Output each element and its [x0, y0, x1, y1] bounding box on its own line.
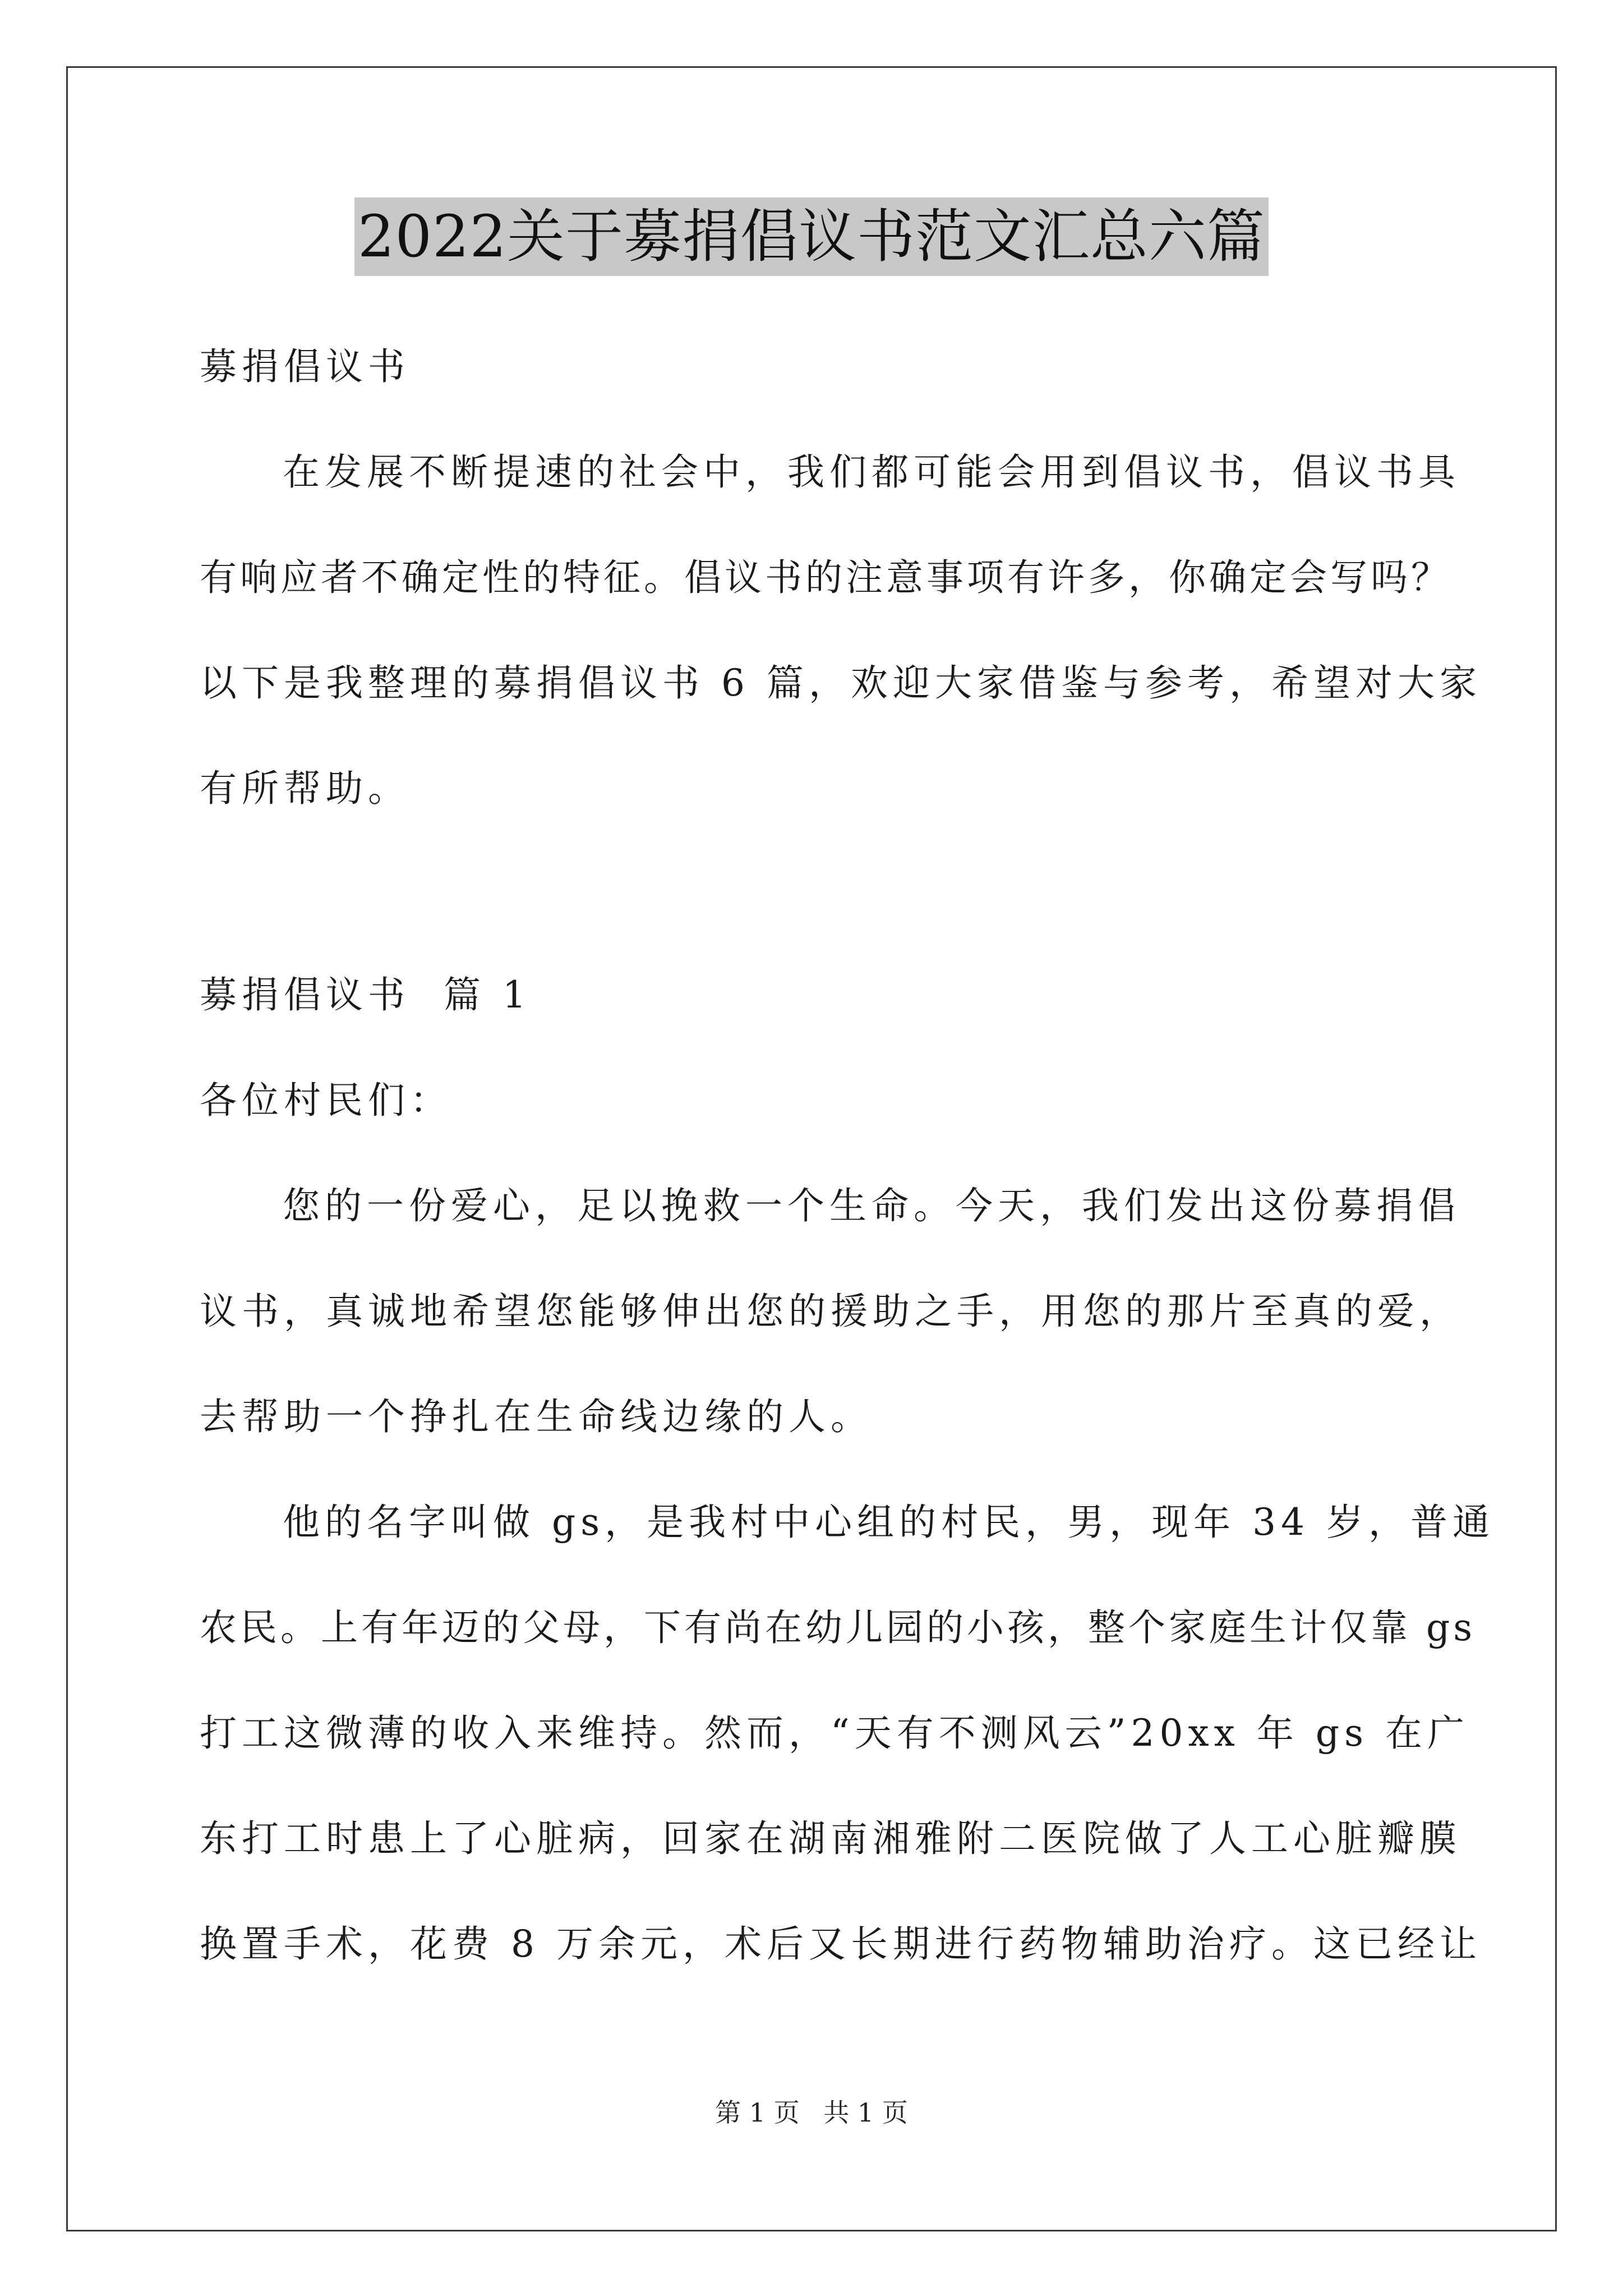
intro-line: 在发展不断提速的社会中，我们都可能会用到倡议书，倡议书具	[283, 450, 1460, 494]
intro-line: 有响应者不确定性的特征。倡议书的注意事项有许多，你确定会写吗？	[200, 556, 1451, 599]
paragraph-line: 换置手术，花费 8 万余元，术后又长期进行药物辅助治疗。这已经让	[200, 1922, 1482, 1966]
page-footer	[0, 2096, 1623, 2129]
document-body	[200, 314, 1495, 1997]
section-spacer	[200, 841, 1433, 942]
salutation: 各位村民们：	[200, 1079, 452, 1122]
intro-heading: 募捐倡议书	[200, 345, 410, 388]
paragraph-line: 您的一份爱心，足以挽救一个生命。今天，我们发出这份募捐倡	[283, 1184, 1460, 1227]
paragraph-line: 农民。上有年迈的父母，下有尚在幼儿园的小孩，整个家庭生计仅靠 gs	[200, 1606, 1476, 1649]
page-total: 共 1 页	[823, 2097, 908, 2128]
intro-line: 以下是我整理的募捐倡议书 6 篇，欢迎大家借鉴与参考，希望对大家	[200, 661, 1482, 705]
title-area	[0, 197, 1623, 276]
section-heading: 募捐倡议书 篇 1	[200, 973, 531, 1016]
paragraph-line: 东打工时患上了心脏病，回家在湖南湘雅附二医院做了人工心脏瓣膜	[200, 1817, 1461, 1860]
document-title: 2022关于募捐倡议书范文汇总六篇	[354, 197, 1269, 276]
paragraph-line: 打工这微薄的收入来维持。然而，“天有不测风云”20xx 年 gs 在广	[200, 1711, 1469, 1755]
page-number: 第 1 页	[715, 2097, 800, 2128]
intro-line: 有所帮助。	[200, 767, 410, 810]
paragraph-line: 他的名字叫做 gs，是我村中心组的村民，男，现年 34 岁，普通	[283, 1501, 1495, 1544]
paragraph-line: 议书，真诚地希望您能够伸出您的援助之手，用您的那片至真的爱，	[200, 1290, 1461, 1333]
paragraph-line: 去帮助一个挣扎在生命线边缘的人。	[200, 1395, 873, 1438]
